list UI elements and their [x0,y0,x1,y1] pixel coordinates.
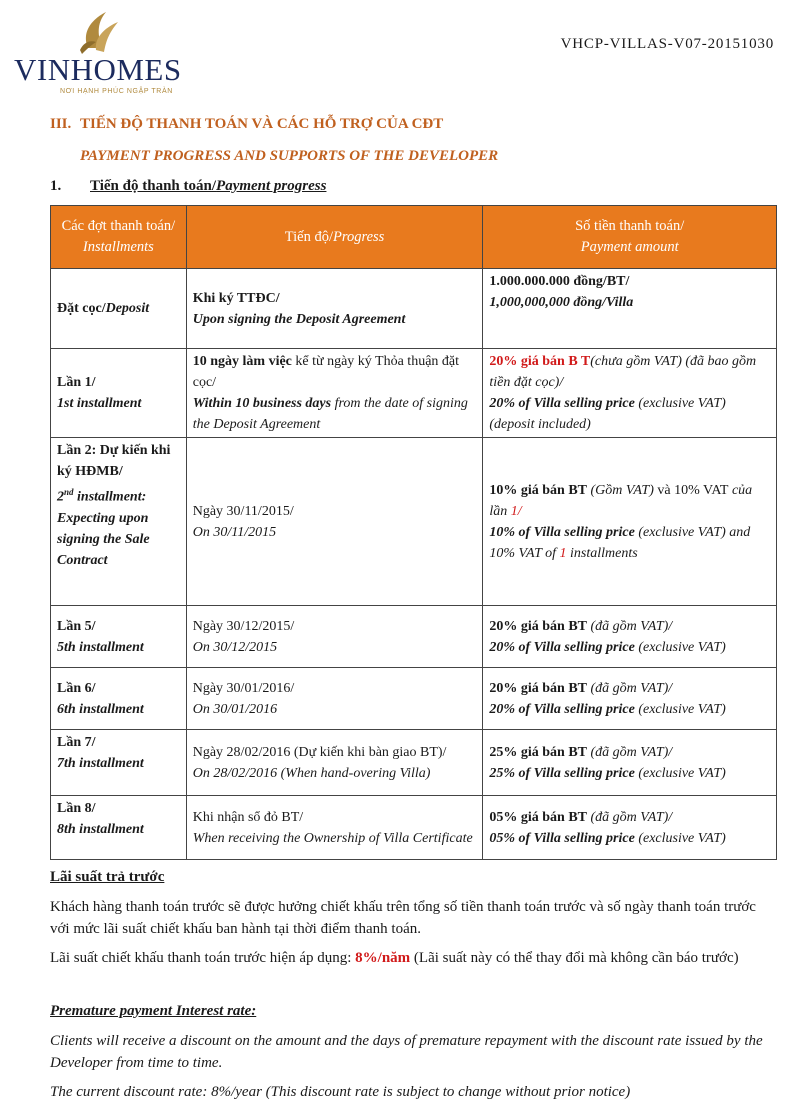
section-heading-vi: III. TIẾN ĐỘ THANH TOÁN VÀ CÁC HỖ TRỢ CỦA CĐT [50,116,444,132]
prepayment-rate-vi: Lãi suất chiết khấu thanh toán trước hiện áp dụng: 8%/năm (Lãi suất này có thể thay đổi mà không cần báo trước) [50,950,739,966]
section-heading-en: PAYMENT PROGRESS AND SUPPORTS OF THE DEVELOPER [80,148,499,164]
prepayment-paragraph-en: Clients will receive a discount on the amount and the days of premature repayment with the discount rate issued by the Developer from time to time. [50,1033,763,1071]
header-progress: Tiến độ/Progress [186,206,483,269]
prepayment-heading-vi: Lãi suất trả trước [50,869,165,885]
table-row: Lần 1/ 1st installment 10 ngày làm việc kể từ ngày ký Thỏa thuận đặt cọc/ Within 10 business days from the date of signing the Deposit Agreement 20% giá bán B T(chưa gồm VAT) (đã bao gồm tiền đặt cọc)/ 20% of Villa selling price (exclusive VAT) (deposit included) [51,349,777,438]
header-installments: Các đợt thanh toán/ Installments [51,206,187,269]
subsection-number: 1. [50,178,62,194]
table-header-row [51,206,777,269]
payment-schedule-table [50,205,777,860]
header-payment-amount: Số tiền thanh toán/ Payment amount [483,206,777,269]
table-row: Đặt cọc/Deposit Khi ký TTĐC/ Upon signing the Deposit Agreement 1.000.000.000 đồng/BT/ 1,000,000,000 đồng/Villa [51,269,777,349]
table-row: Lần 7/ 7th installment Ngày 28/02/2016 (Dự kiến khi bàn giao BT)/ On 28/02/2016 (When hand-overing Villa) 25% giá bán BT (đã gồm VAT)/ 25% of Villa selling price (exclusive VAT) [51,730,777,796]
table-row: Lần 8/ 8th installment Khi nhận sổ đỏ BT/ When receiving the Ownership of Villa Certificate 05% giá bán BT (đã gồm VAT)/ 05% of Villa selling price (exclusive VAT) [51,796,777,860]
prepayment-paragraph-vi: Khách hàng thanh toán trước sẽ được hưởng chiết khấu trên tổng số tiền thanh toán trước và số ngày thanh toán trước với mức lãi suất chiết khấu ban hành tại thời điểm thanh toán. [50,899,756,937]
section-number: III. [50,116,72,132]
prepayment-rate-en: The current discount rate: 8%/year (This discount rate is subject to change without prior notice) [50,1084,631,1100]
document-code: VHCP-VILLAS-V07-20151030 [560,36,774,52]
table-row: Lần 2: Dự kiến khi ký HĐMB/ 2nd installment: Expecting upon signing the Sale Contract Ngày 30/11/2015/ On 30/11/2015 10% giá bán BT (Gồm VAT) và 10% VAT của lần 1/ 10% of Villa selling price (exclusive VAT) and 10% VAT of 1 installments [51,438,777,606]
prepayment-heading-en: Premature payment Interest rate: [50,1003,257,1019]
brand-name: VINHOMES [14,52,182,87]
subsection-heading: 1. Tiến độ thanh toán/Payment progress [50,178,327,194]
brand-tagline: NƠI HẠNH PHÚC NGẬP TRÀN [60,88,173,95]
table-row: Lần 6/ 6th installment Ngày 30/01/2016/ On 30/01/2016 20% giá bán BT (đã gồm VAT)/ 20% of Villa selling price (exclusive VAT) [51,668,777,730]
table-row: Lần 5/ 5th installment Ngày 30/12/2015/ On 30/12/2015 20% giá bán BT (đã gồm VAT)/ 20% of Villa selling price (exclusive VAT) [51,606,777,668]
